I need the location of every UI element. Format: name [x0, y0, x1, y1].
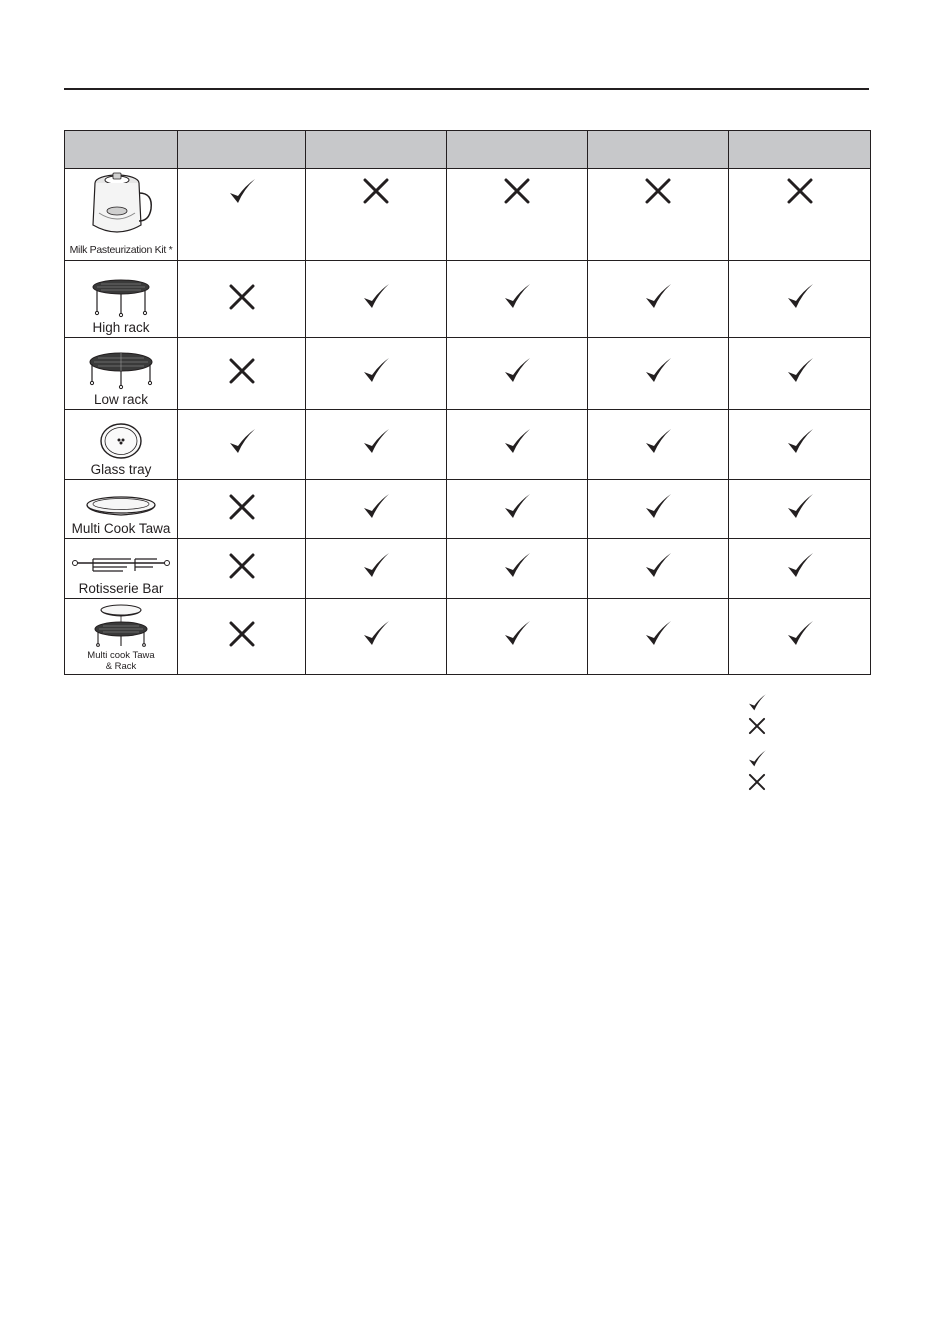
compat-cell — [729, 539, 871, 599]
low-rack-icon — [86, 350, 156, 390]
check-icon — [502, 492, 532, 522]
cross-icon — [228, 357, 256, 385]
check-icon — [502, 619, 532, 649]
compat-cell — [178, 539, 306, 599]
header-cell — [447, 131, 588, 169]
compat-cell — [447, 169, 588, 261]
accessory-label: Glass tray — [90, 462, 152, 477]
table-row — [65, 338, 871, 410]
compat-cell — [306, 480, 447, 539]
cross-icon — [748, 773, 766, 791]
compat-cell — [588, 169, 729, 261]
compat-cell — [729, 338, 871, 410]
compat-cell — [729, 480, 871, 539]
check-icon — [361, 492, 391, 522]
check-icon — [785, 427, 815, 457]
compat-cell — [588, 410, 729, 480]
accessory-cell — [65, 169, 178, 261]
header-cell — [178, 131, 306, 169]
cross-icon — [228, 552, 256, 580]
compat-cell — [178, 338, 306, 410]
compat-cell — [447, 338, 588, 410]
compat-cell — [588, 480, 729, 539]
cross-icon — [228, 493, 256, 521]
compat-cell — [178, 261, 306, 338]
compat-cell — [729, 410, 871, 480]
cross-icon — [228, 620, 256, 648]
check-icon — [785, 492, 815, 522]
compat-cell — [588, 338, 729, 410]
cross-icon — [228, 283, 256, 311]
glass-tray-icon — [99, 422, 143, 460]
compat-cell — [178, 480, 306, 539]
table-row — [65, 599, 871, 675]
check-icon — [502, 551, 532, 581]
compat-cell — [588, 539, 729, 599]
check-icon — [502, 356, 532, 386]
check-icon — [643, 551, 673, 581]
compat-cell — [306, 338, 447, 410]
accessory-label-line: & Rack — [105, 661, 137, 672]
compat-cell — [306, 261, 447, 338]
check-icon — [227, 177, 257, 207]
compat-cell — [729, 169, 871, 261]
check-icon — [502, 427, 532, 457]
multi-cook-tawa-icon — [84, 495, 158, 519]
check-icon — [361, 282, 391, 312]
check-icon — [785, 356, 815, 386]
compat-cell — [588, 599, 729, 675]
table-row — [65, 480, 871, 539]
cross-icon — [748, 717, 766, 735]
check-icon — [747, 749, 767, 769]
accessory-label: Multi Cook Tawa — [71, 521, 171, 536]
compat-cell — [447, 480, 588, 539]
compat-cell — [178, 410, 306, 480]
header-cell — [588, 131, 729, 169]
compat-cell — [447, 539, 588, 599]
check-icon — [785, 551, 815, 581]
check-icon — [643, 282, 673, 312]
check-icon — [361, 356, 391, 386]
table-row — [65, 169, 871, 261]
check-icon — [502, 282, 532, 312]
high-rack-icon — [89, 278, 153, 318]
table-row — [65, 410, 871, 480]
check-icon — [643, 356, 673, 386]
accessory-label-line: Multi cook Tawa — [87, 650, 155, 661]
compat-cell — [447, 261, 588, 338]
compat-cell — [178, 599, 306, 675]
accessory-cell — [65, 539, 178, 599]
table-row — [65, 261, 871, 338]
accessory-cell — [65, 338, 178, 410]
accessory-label: Milk Pasteurization Kit * — [69, 244, 173, 256]
compat-cell — [306, 539, 447, 599]
compat-cell — [178, 169, 306, 261]
check-icon — [361, 427, 391, 457]
cross-icon — [644, 177, 672, 205]
table-header-row — [65, 131, 871, 169]
compat-cell — [306, 169, 447, 261]
check-icon — [785, 282, 815, 312]
accessory-label: Low rack — [93, 392, 149, 407]
compat-cell — [729, 599, 871, 675]
accessory-compatibility-table — [64, 130, 871, 675]
compat-cell — [306, 410, 447, 480]
check-icon — [227, 427, 257, 457]
accessory-label: Rotisserie Bar — [78, 581, 164, 596]
legend — [742, 693, 772, 791]
table-row — [65, 539, 871, 599]
check-icon — [785, 619, 815, 649]
top-rule — [64, 88, 869, 90]
header-cell — [65, 131, 178, 169]
compat-cell — [447, 410, 588, 480]
accessory-cell — [65, 599, 178, 675]
check-icon — [361, 619, 391, 649]
accessory-cell — [65, 480, 178, 539]
compat-cell — [588, 261, 729, 338]
check-icon — [643, 492, 673, 522]
header-cell — [306, 131, 447, 169]
accessory-cell — [65, 261, 178, 338]
accessory-cell — [65, 410, 178, 480]
check-icon — [747, 693, 767, 713]
compat-cell — [447, 599, 588, 675]
check-icon — [643, 619, 673, 649]
rotisserie-bar-icon — [71, 555, 171, 579]
accessory-label — [65, 650, 177, 672]
compat-cell — [306, 599, 447, 675]
milk-pasteurization-kit-icon — [81, 169, 161, 241]
cross-icon — [786, 177, 814, 205]
multi-cook-tawa-and-rack-icon — [89, 602, 153, 648]
check-icon — [643, 427, 673, 457]
check-icon — [361, 551, 391, 581]
cross-icon — [503, 177, 531, 205]
compat-cell — [729, 261, 871, 338]
accessory-label: High rack — [92, 320, 150, 335]
cross-icon — [362, 177, 390, 205]
header-cell — [729, 131, 871, 169]
